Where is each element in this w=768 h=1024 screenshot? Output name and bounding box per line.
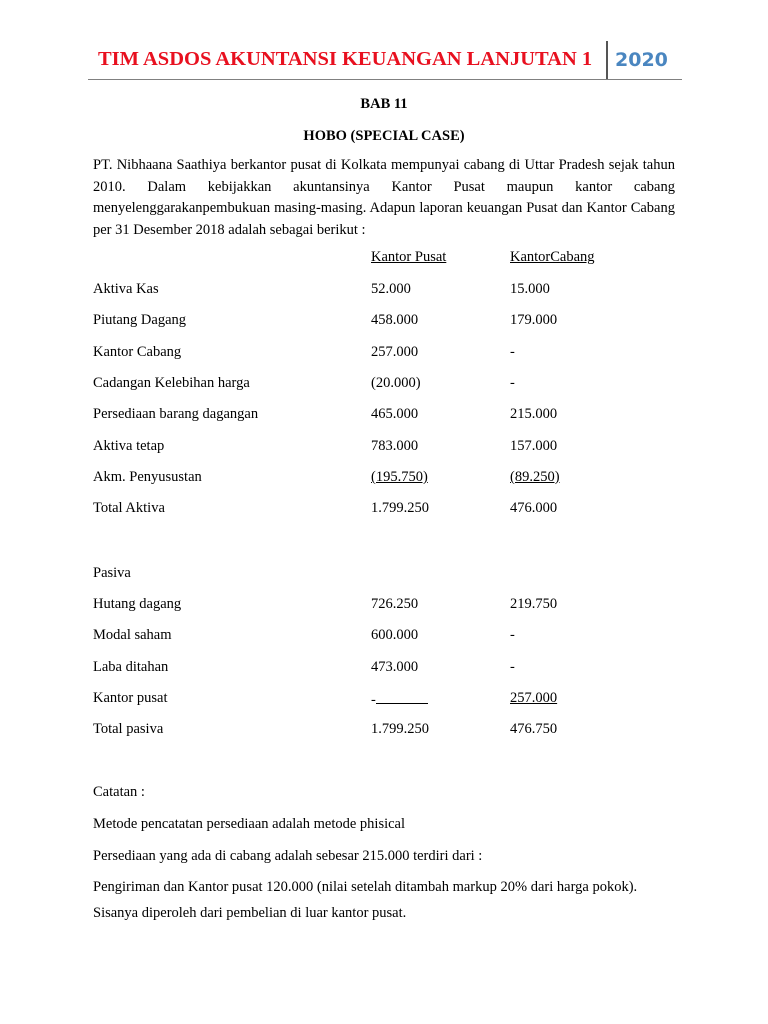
row-cabang-value: 179.000 <box>510 312 558 328</box>
table-row <box>0 406 768 426</box>
table-row <box>0 596 768 616</box>
table-row <box>0 659 768 679</box>
row-cabang-value: - <box>510 344 515 360</box>
row-label: Kantor pusat <box>93 690 168 706</box>
row-label: Akm. Penyusustan <box>93 469 202 485</box>
column-header-pusat: Kantor Pusat <box>371 249 447 265</box>
row-pusat-value: 52.000 <box>371 281 411 297</box>
row-cabang-value: (89.250) <box>510 469 560 485</box>
row-cabang-value: 476.000 <box>510 500 558 516</box>
note-line: Pengiriman dan Kantor pusat 120.000 (nilai setelah ditambah markup 20% dari harga pokok). <box>93 879 638 895</box>
row-label: Hutang dagang <box>93 596 182 612</box>
intro-paragraph: PT. Nibhaana Saathiya berkantor pusat di Kolkata mempunyai cabang di Uttar Pradesh sejak tahun 2010. Dalam kebijakkan akuntansinya Kantor Pusat maupun kantor cabang menyelenggarakanpembukuan masing-masing. Adapun laporan keuangan Pusat dan Kantor Cabang per 31 Desember 2018 adalah sebagai berikut : <box>93 157 675 238</box>
row-pusat-value: 465.000 <box>371 406 419 422</box>
table-row-total-aktiva <box>0 500 768 520</box>
row-cabang-value: 219.750 <box>510 596 558 612</box>
row-cabang-value: 215.000 <box>510 406 558 422</box>
row-label: Aktiva tetap <box>93 438 165 454</box>
chapter-title: BAB 11 <box>360 96 408 112</box>
underline-blank <box>376 690 428 704</box>
row-pusat-value: (20.000) <box>371 375 421 391</box>
pasiva-heading: Pasiva <box>93 565 131 581</box>
row-cabang-value: - <box>510 659 515 675</box>
table-row <box>0 375 768 395</box>
note-line: Persediaan yang ada di cabang adalah sebesar 215.000 terdiri dari : <box>93 848 483 864</box>
table-row <box>0 469 768 489</box>
row-cabang-value: 15.000 <box>510 281 550 297</box>
row-pusat-value: 1.799.250 <box>371 500 429 516</box>
row-pusat-value: 783.000 <box>371 438 419 454</box>
row-cabang-value: 476.750 <box>510 721 558 737</box>
row-label: Laba ditahan <box>93 659 169 675</box>
row-pusat-value: 600.000 <box>371 627 419 643</box>
row-label: Modal saham <box>93 627 172 643</box>
row-cabang-value: 157.000 <box>510 438 558 454</box>
header-divider <box>606 41 608 79</box>
table-row <box>0 627 768 647</box>
row-pusat-value: (195.750) <box>371 469 428 485</box>
row-cabang-value: 257.000 <box>510 690 558 706</box>
table-row <box>0 344 768 364</box>
row-pusat-value <box>371 690 428 709</box>
table-row <box>0 312 768 332</box>
row-pusat-value: 458.000 <box>371 312 419 328</box>
row-pusat-value: 1.799.250 <box>371 721 429 737</box>
row-pusat-value: 257.000 <box>371 344 419 360</box>
section-subtitle: HOBO (SPECIAL CASE) <box>303 128 465 144</box>
header-year: 2020 <box>615 49 668 71</box>
row-pusat-value: 473.000 <box>371 659 419 675</box>
column-header-row <box>0 249 768 269</box>
note-line: Metode pencatatan persediaan adalah metode phisical <box>93 816 406 832</box>
note-line: Sisanya diperoleh dari pembelian di luar kantor pusat. <box>93 905 407 921</box>
notes-heading: Catatan : <box>93 784 145 800</box>
row-label: Total pasiva <box>93 721 164 737</box>
table-row <box>0 690 768 710</box>
header-title: TIM ASDOS AKUNTANSI KEUANGAN LANJUTAN 1 <box>98 48 593 70</box>
table-row <box>0 438 768 458</box>
column-header-cabang: KantorCabang <box>510 249 595 265</box>
row-pusat-dash: - <box>371 692 376 708</box>
row-label: Kantor Cabang <box>93 344 182 360</box>
table-row <box>0 281 768 301</box>
row-label: Total Aktiva <box>93 500 165 516</box>
row-cabang-value: - <box>510 375 515 391</box>
row-cabang-value: - <box>510 627 515 643</box>
row-label: Persediaan barang dagangan <box>93 406 259 422</box>
pasiva-heading-row <box>0 565 768 585</box>
page-header <box>88 41 682 80</box>
row-label: Piutang Dagang <box>93 312 187 328</box>
table-row-total-pasiva <box>0 721 768 741</box>
row-label: Cadangan Kelebihan harga <box>93 375 250 391</box>
row-pusat-value: 726.250 <box>371 596 419 612</box>
row-label: Aktiva Kas <box>93 281 159 297</box>
